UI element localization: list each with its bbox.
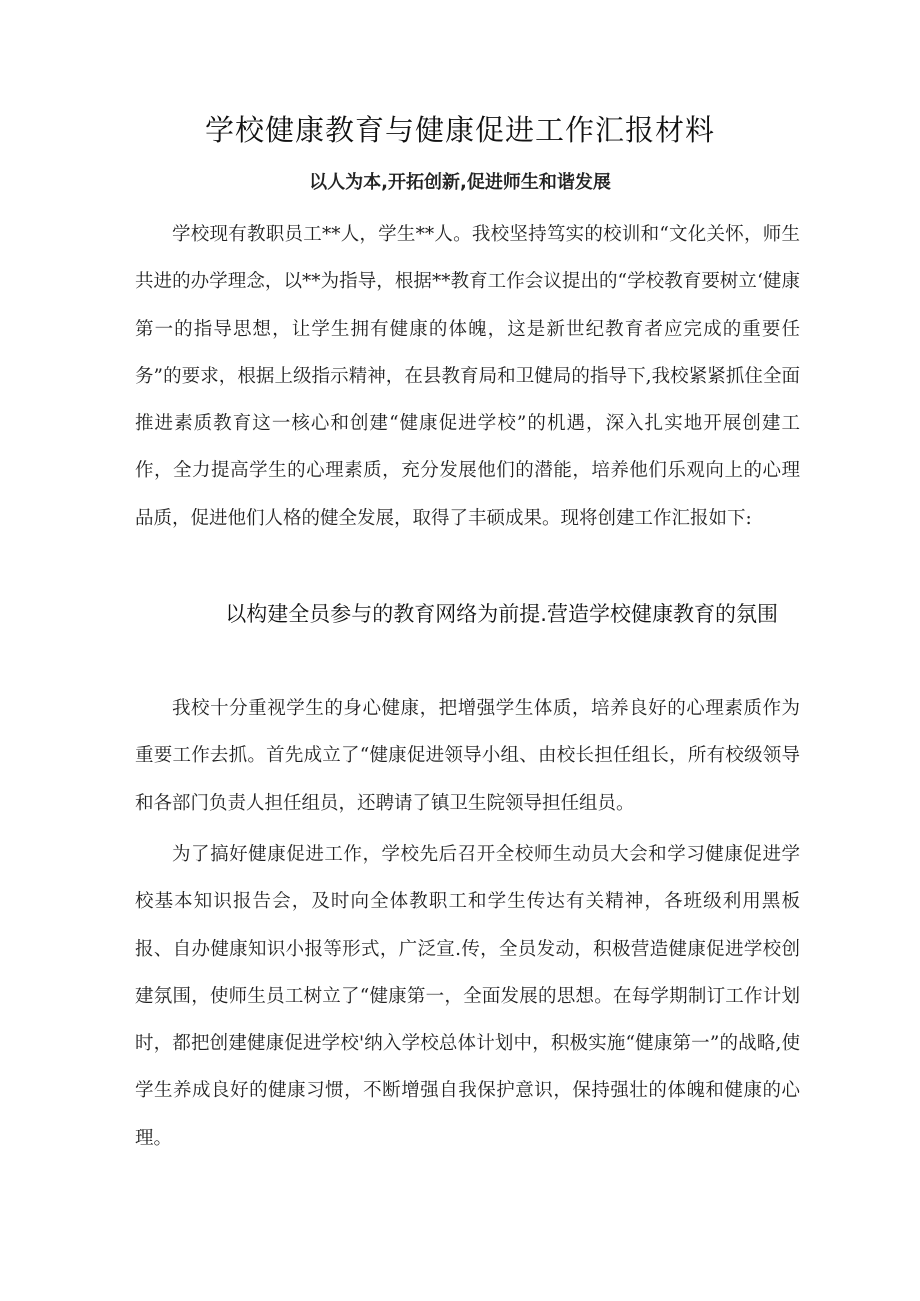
document-subtitle: 以人为本,开拓创新,促进师生和谐发展 [309, 172, 611, 193]
intro-paragraph: 学校现有教职员工**人，学生**人。我校坚持笃实的校训和“文化关怀，师生共进的办学理念，以**为指导，根据**教育工作会议提出的“学校教育要树立‘健康第一的指导思想，让学生拥有健康的体魄，这是新世纪教育者应完成的重要任务”的要求，根据上级指示精神，在县教育局和卫健局的指导下,我校紧紧抓住全面推进素质教育这一核心和创建“健康促进学校”的机遇，深入扎实地开展创建工作，全力提高学生的心理素质，充分发展他们的潜能，培养他们乐观向上的心理品质，促进他们人格的健全发展，取得了丰硕成果。现将创建工作汇报如下: [135, 224, 800, 529]
body-paragraph-promotion: 为了搞好健康促进工作，学校先后召开全校师生动员大会和学习健康促进学校基本知识报告会，及时向全体教职工和学生传达有关精神，各班级利用黑板报、自办健康知识小报等形式，广泛宣.传，全员发动，积极营造健康促进学校创建氛围，使师生员工树立了“健康第一，全面发展的思想。在每学期制订工作计划时，都把创建健康促进学校'纳入学校总体计划中，积极实施“健康第一”的战略,使学生养成良好的健康习惯，不断增强自我保护意识，保持强壮的体魄和健康的心理。 [135, 844, 800, 1149]
document-title: 学校健康教育与健康促进工作汇报材料 [204, 113, 715, 147]
section-heading: 以构建全员参与的教育网络为前提.营造学校健康教育的氛围 [225, 602, 778, 626]
body-paragraph-leadership: 我校十分重视学生的身心健康，把增强学生体质，培养良好的心理素质作为重要工作去抓。首先成立了“健康促进领导小组、由校长担任组长，所有校级领导和各部门负责人担任组员，还聘请了镇卫生院领导担任组员。 [135, 698, 800, 814]
